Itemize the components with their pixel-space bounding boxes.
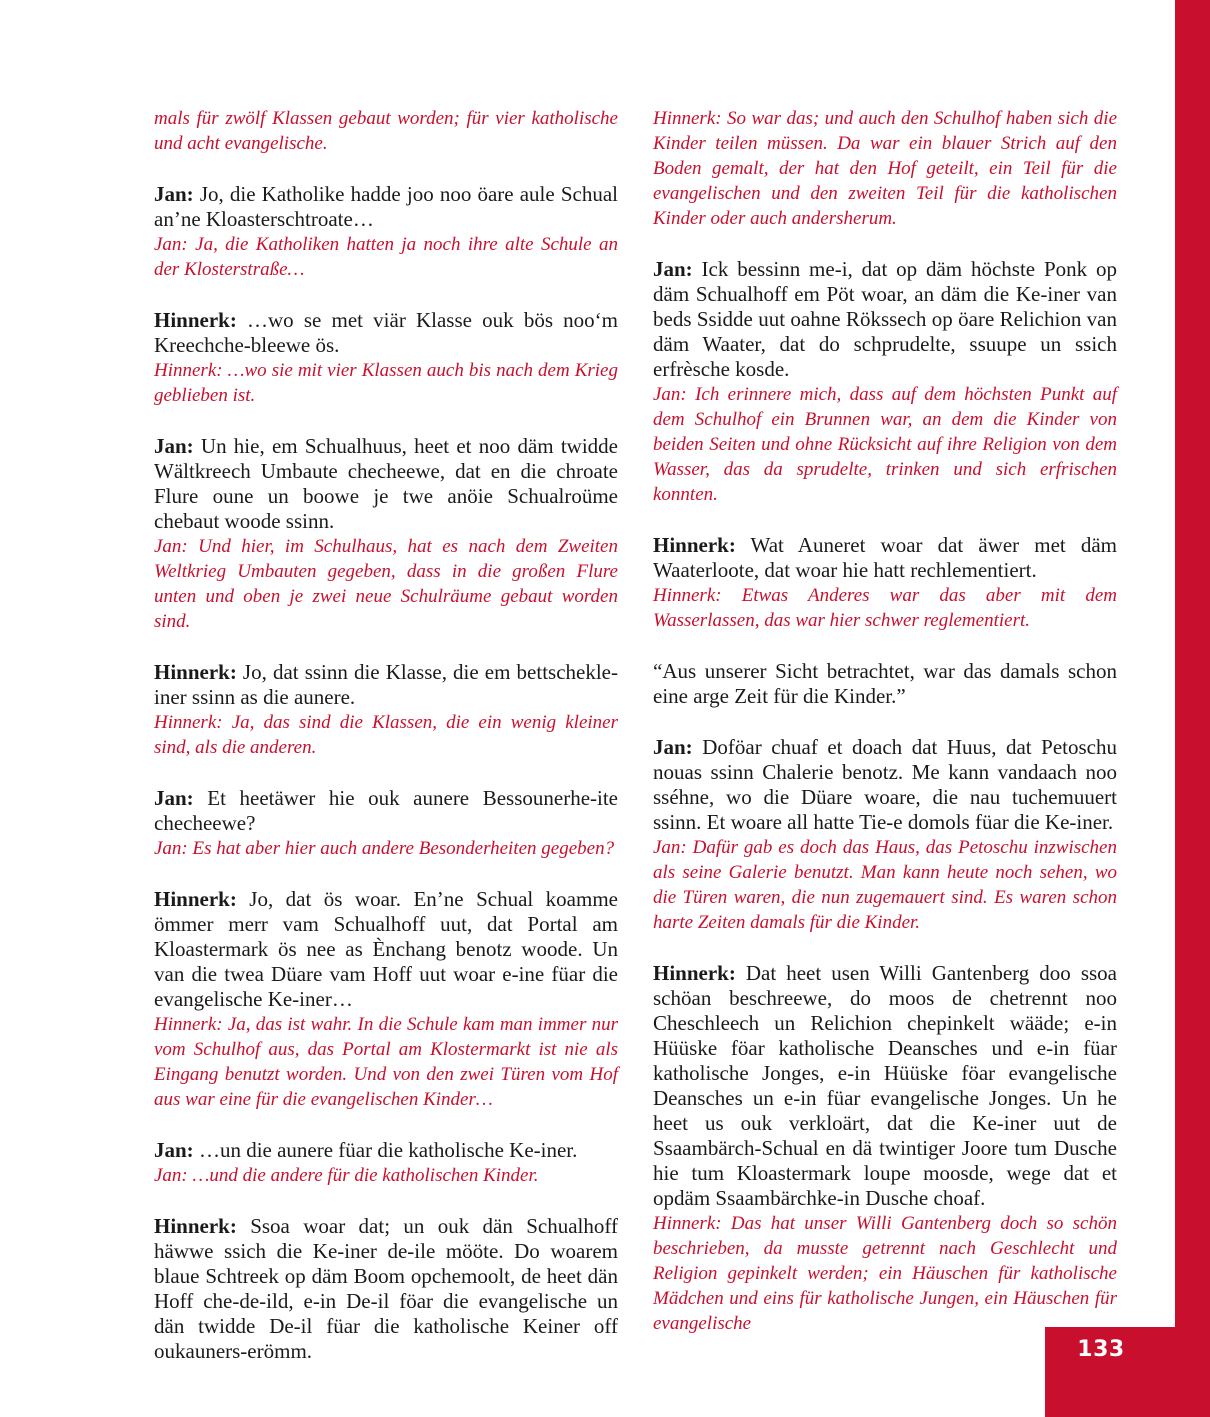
- translation-text: mals für zwölf Klassen gebaut worden; für vier katholische und acht evangelische.: [154, 108, 618, 154]
- translation-text: Jan: Dafür gab es doch das Haus, das Petoschu inzwischen als seine Galerie benutzt. Man kann heute noch sehen, wo die Türen waren, die nun zugemauert sind. Es waren schon harte Zeiten damals für die Kinder.: [653, 837, 1117, 933]
- dialogue-block: [653, 533, 1117, 633]
- left-column: [154, 106, 618, 1390]
- translation-text: Hinnerk: So war das; und auch den Schulhof haben sich die Kinder teilen müssen. Da war ein blauer Strich auf den Boden gemalt, der hat den Hof geteilt, ein Teil für die evangelischen und den zweiten Teil für die katholischen Kinder oder auch andersherum.: [653, 108, 1117, 229]
- dialect-line: Jo, die Katholike hadde joo noo öare aule Schual an’ne Kloasterschtroate…: [154, 182, 618, 231]
- dialogue-block: [653, 257, 1117, 507]
- dialect-line: Un hie, em Schualhuus, heet et noo däm twidde Wältkreech Umbaute checheewe, dat en die chroate Flure oune un boowe je twe anöie Schualroüme chebaut woode ssinn.: [154, 434, 618, 533]
- speaker-label: Jan:: [653, 735, 693, 759]
- dialect-text: [154, 887, 618, 1012]
- quote-text: “Aus unserer Sicht betrachtet, war das damals schon eine arge Zeit für die Kinder.”: [653, 659, 1117, 708]
- dialogue-block: [154, 434, 618, 634]
- translation-text: Jan: Ich erinnere mich, dass auf dem höchsten Punkt auf dem Schulhof ein Brunnen war, an dem die Kinder von beiden Seiten und ohne Rücksicht auf ihre Religion von dem Wasser, das da sprudelte, trinken und sich erfrischen konnten.: [653, 384, 1117, 505]
- page-number: 133: [1077, 1337, 1125, 1362]
- dialogue-block: [653, 106, 1117, 231]
- translation-text: Hinnerk: Ja, das sind die Klassen, die ein wenig kleiner sind, als die anderen.: [154, 712, 618, 758]
- dialect-text: [154, 182, 618, 232]
- dialect-text: [154, 434, 618, 534]
- speaker-label: Jan:: [154, 434, 194, 458]
- dialogue-block: [154, 887, 618, 1112]
- dialect-line: …wo se met viär Klasse ouk bös noo‘m Kreechche-bleewe ös.: [154, 308, 618, 357]
- speaker-label: Hinnerk:: [653, 533, 736, 557]
- dialogue-block: [653, 961, 1117, 1336]
- dialogue-block: [154, 182, 618, 282]
- speaker-label: Hinnerk:: [154, 1214, 237, 1238]
- speaker-label: Hinnerk:: [653, 961, 736, 985]
- speaker-label: Jan:: [154, 182, 194, 206]
- translation-text: Jan: …und die andere für die katholischen Kinder.: [154, 1165, 539, 1186]
- dialect-line: Ssoa woar dat; un ouk dän Schualhoff häwwe ssich die Ke-iner de-ile mööte. Do woarem blaue Schtreek op däm Boom opchemoolt, de heet dän Hoff che-de-ild, e-in De-il föar die evangelische un dän twidde De-il füar die katholische Keiner off oukauners-erömm.: [154, 1214, 618, 1363]
- translation-text: Hinnerk: Etwas Anderes war das aber mit dem Wasserlassen, das war hier schwer reglementiert.: [653, 585, 1117, 631]
- speaker-label: Jan:: [154, 1138, 194, 1162]
- dialogue-block: [154, 1138, 618, 1188]
- dialect-text: [653, 735, 1117, 835]
- dialect-line: Ick bessinn me-i, dat op däm höchste Ponk op däm Schualhoff em Pöt woar, an däm die Ke-iner van beds Ssidde uut oahne Rökssech op öare Relichion van däm Waater, dat do schprudelte, ssuupe un ssich erfrèsche kosde.: [653, 257, 1117, 381]
- dialogue-block: [154, 308, 618, 408]
- dialogue-block: [154, 106, 618, 156]
- translation-text: Hinnerk: …wo sie mit vier Klassen auch bis nach dem Krieg geblieben ist.: [154, 360, 618, 406]
- dialogue-block: [653, 735, 1117, 935]
- quote-block: [653, 659, 1117, 709]
- dialect-text: [154, 308, 618, 358]
- dialogue-block: [154, 660, 618, 760]
- speaker-label: Jan:: [653, 257, 693, 281]
- translation-text: Jan: Ja, die Katholiken hatten ja noch ihre alte Schule an der Klosterstraße…: [154, 234, 618, 280]
- dialect-text: [154, 660, 618, 710]
- translation-text: Jan: Es hat aber hier auch andere Besonderheiten gegeben?: [154, 838, 615, 859]
- dialect-text: [154, 1214, 618, 1364]
- speaker-label: Hinnerk:: [154, 660, 237, 684]
- dialect-text: [154, 1138, 618, 1163]
- translation-text: Hinnerk: Das hat unser Willi Gantenberg doch so schön beschrieben, da musste getrennt nach Geschlecht und Religion gepinkelt werden; ein Häuschen für katholische Mädchen und eins für katholische Jungen, ein Häuschen für evangelische: [653, 1213, 1117, 1334]
- dialect-line: Jo, dat ös woar. En’ne Schual koamme ömmer merr vam Schualhoff uut, dat Portal am Kloastermark ös nee as Ènchang benotz woode. Un van die twea Düare vam Hoff uut woar e-ine füar die evangelische Ke-iner…: [154, 887, 618, 1011]
- dialect-line: Doföar chuaf et doach dat Huus, dat Petoschu nouas ssinn Chalerie benotz. Me kann vandaach noo sséhne, wo die Düare woare, die nau tuchemuuert ssinn. Et woare all hatte Tie-e domols füar die Ke-iner.: [653, 735, 1117, 834]
- red-sidebar-strip: [1175, 0, 1210, 1417]
- dialect-text: [653, 533, 1117, 583]
- speaker-label: Jan:: [154, 786, 194, 810]
- dialect-text: [154, 786, 618, 836]
- translation-text: Jan: Und hier, im Schulhaus, hat es nach dem Zweiten Weltkrieg Umbauten gegeben, dass in die großen Flure unten und oben je zwei neue Schulräume gebaut worden sind.: [154, 536, 618, 632]
- dialect-line: Jo, dat ssinn die Klasse, die em bettschekle-iner ssinn as die aunere.: [154, 660, 618, 709]
- dialogue-block: [154, 1214, 618, 1364]
- dialect-line: Et heetäwer hie ouk aunere Bessounerhe-ite checheewe?: [154, 786, 618, 835]
- translation-text: Hinnerk: Ja, das ist wahr. In die Schule kam man immer nur vom Schulhof aus, das Portal am Klostermarkt ist nie als Eingang benutzt worden. Und von den zwei Türen vom Hof aus war eine für die evangelischen Kinder…: [154, 1014, 618, 1110]
- right-column: [653, 106, 1117, 1362]
- dialect-line: Dat heet usen Willi Gantenberg doo ssoa schöan beschreewe, do moos de chetrennt noo Cheschleech un Relichion chepinkelt wääde; e-in Hüüske föar katholische Deansches und e-in füar katholische Jonges, e-in Hüüske föar evangelische Deansches un e-in füar evangelische Jonges. Un he heet us ouk verkloärt, dat die Ke-iner uut de Ssaambärch-Schual en dä twintiger Joore tum Dusche hie tum Kloastermark loupe moosde, wege dat et opdäm Ssaambärchke-in Dusche choaf.: [653, 961, 1117, 1210]
- dialect-text: [653, 961, 1117, 1211]
- speaker-label: Hinnerk:: [154, 308, 237, 332]
- dialogue-block: [154, 786, 618, 861]
- dialect-text: [653, 257, 1117, 382]
- dialect-line: Wat Auneret woar dat äwer met däm Waaterloote, dat woar hie hatt rechlementiert.: [653, 533, 1117, 582]
- speaker-label: Hinnerk:: [154, 887, 237, 911]
- dialect-line: …un die aunere füar die katholische Ke-iner.: [193, 1138, 578, 1162]
